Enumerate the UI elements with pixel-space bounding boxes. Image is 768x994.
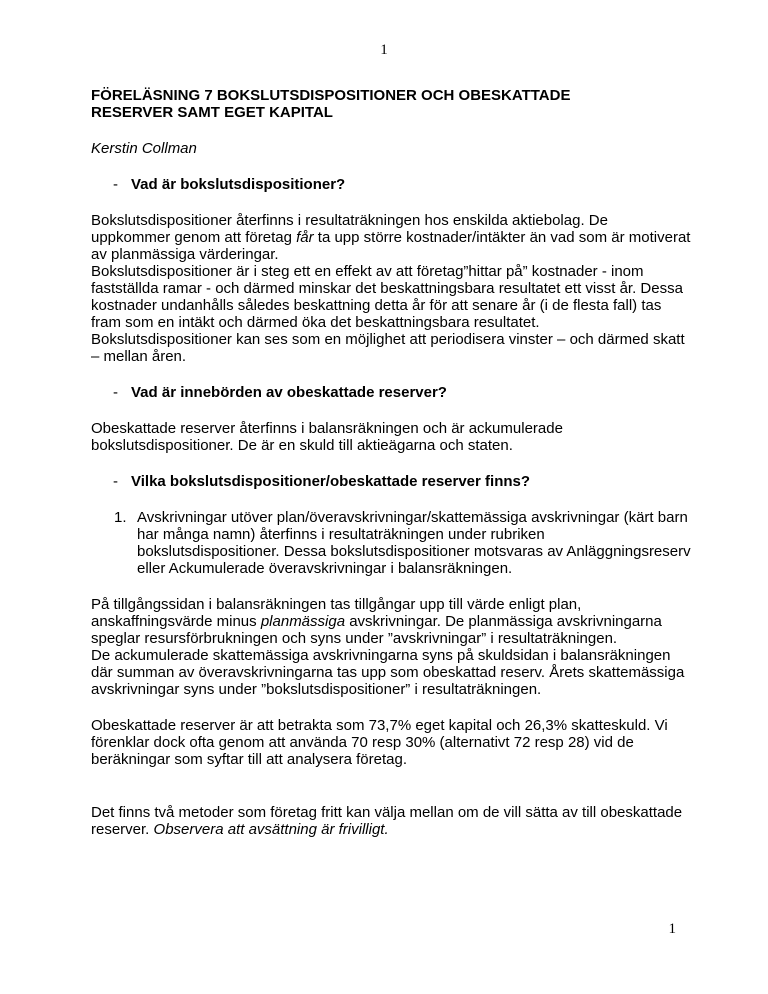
title-line-1: FÖRELÄSNING 7 BOKSLUTSDISPOSITIONER OCH OBESKATTADE [91,87,571,104]
paragraph-5 [91,596,691,647]
paragraph-3: Bokslutsdispositioner kan ses som en möjlighet att periodisera vinster – och därmed skatt – mellan åren. [91,331,685,365]
paragraph-2: Bokslutsdispositioner är i steg ett en effekt av att företag”hittar på” kostnader - inom fastställda ramar - och därmed minskar det beskattningsbara resultatet ett visst år. Dessa kostnader undanhålls således beskattning detta år för att senare år (i de flesta fall) tas fram som en intäkt och därmed öka det beskattningsbara resultatet. [91,263,683,331]
paragraph-6: De ackumulerade skattemässiga avskrivningarna syns på skuldsidan i balansräkningen där summan av överavskrivningarna tas upp som obeskattad reserv. Årets skattemässiga avskrivningar syns under ”bokslutsdispositioner” i resultaträkningen. [91,647,685,698]
numbered-item-1 [91,509,691,577]
question-2 [91,384,691,401]
author: Kerstin Collman [91,140,197,157]
paragraph-4: Obeskattade reserver återfinns i balansräkningen och är ackumulerade bokslutsdispositioner. De är en skuld till aktieägarna och staten. [91,420,563,454]
paragraph-8-emphasis: Observera att avsättning är frivilligt. [153,821,389,838]
bullet-dash: - [113,176,118,193]
paragraph-5-emphasis: planmässiga [260,613,346,630]
page-number-top: 1 [380,42,388,58]
paragraph-8 [91,804,691,838]
title-line-2: RESERVER SAMT EGET KAPITAL [91,104,333,121]
item-1-number: 1. [114,509,127,526]
paragraph-7: Obeskattade reserver är att betrakta som 73,7% eget kapital och 26,3% skatteskuld. Vi förenklar dock ofta genom att använda 70 resp 30% (alternativt 72 resp 28) vid de beräkningar som syftar till att analysera företag. [91,717,668,768]
question-2-text: Vad är innebörden av obeskattade reserver? [131,384,447,401]
paragraph-5-text-b: avskrivningar. De planmässiga avskrivningarna speglar resursförbrukningen och syns under ”avskrivningar” i resultaträkningen. [91,613,662,647]
paragraph-1-text-b: ta upp större kostnader/intäkter än vad som är motiverat av planmässiga värderingar. [91,229,691,263]
paragraph-1-text-a: Bokslutsdispositioner återfinns i resultaträkningen hos enskilda aktiebolag. De uppkommer genom att företag [91,212,608,246]
document-title [91,87,691,121]
question-1 [91,176,691,193]
question-3 [91,473,691,490]
paragraph-5-text-a: På tillgångssidan i balansräkningen tas tillgångar upp till värde enligt plan, anskaffningsvärde minus [91,596,582,630]
paragraph-1-emphasis: får [296,229,314,246]
paragraph-8-text: Det finns två metoder som företag fritt kan välja mellan om de vill sätta av till obeskattade reserver. [91,804,683,838]
bullet-dash: - [113,473,118,490]
document-body [91,87,691,838]
bullet-dash: - [113,384,118,401]
item-1-text: Avskrivningar utöver plan/överavskrivningar/skattemässiga avskrivningar (kärt barn har många namn) återfinns i resultaträkningen under rubriken bokslutsdispositioner. Dessa bokslutsdispositioner motsvaras av Anläggningsreserv eller Ackumulerade överavskrivningar i balansräkningen. [137,509,691,577]
paragraph-1 [91,212,691,263]
question-1-text: Vad är bokslutsdispositioner? [131,176,346,193]
page-number-bottom: 1 [668,921,676,937]
question-3-text: Vilka bokslutsdispositioner/obeskattade reserver finns? [131,473,531,490]
